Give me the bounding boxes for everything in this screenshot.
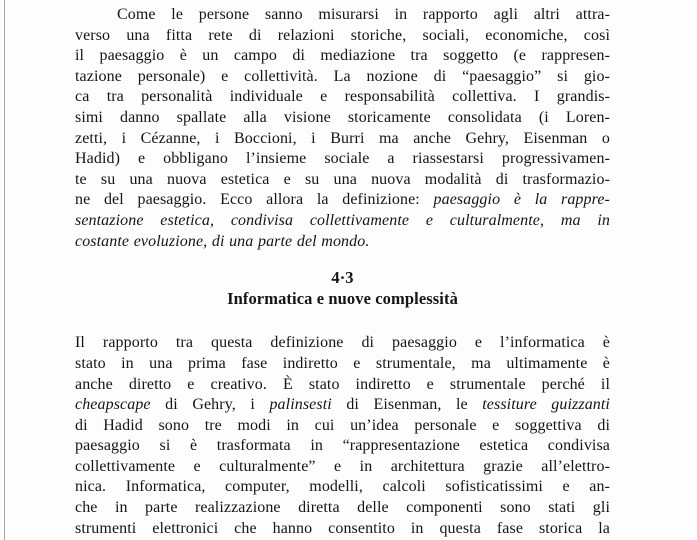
text-run: il paesaggio è un campo di mediazione tra soggetto (e rappresen- (75, 47, 610, 65)
italic-text-run: tessiture guizzanti (482, 396, 610, 414)
text-run: nica. Informatica, computer, modelli, calcoli sofisticatissimi e an- (75, 478, 610, 496)
italic-text-run: cheapscape (75, 396, 151, 414)
text-run: zetti, i Cézanne, i Boccioni, i Burri ma anche Gehry, Eisenman o (75, 129, 610, 147)
text-run: strumenti elettronici che hanno consentito in questa fase storica la (75, 519, 610, 537)
text-run: che in parte realizzazione diretta delle componenti sono stati gli (75, 499, 610, 517)
text-line (75, 498, 610, 519)
text-line (75, 457, 610, 478)
text-column (75, 5, 610, 539)
text-run: tazione personale) e collettività. La nozione di “paesaggio” si gio- (75, 67, 610, 85)
paragraph-1 (75, 5, 610, 252)
text-run: di Hadid sono tre modi in cui un’idea personale e soggettiva di (75, 416, 610, 434)
text-line (75, 477, 610, 498)
text-line (75, 354, 610, 375)
paragraph-2 (75, 333, 610, 539)
text-run: Come le persone sanno misurarsi in rapporto agli altri attra- (117, 6, 610, 23)
text-run: te su una nuova estetica e su una nuova modalità di trasformazio- (75, 170, 610, 188)
text-line (75, 26, 610, 47)
text-run: di Gehry, i (150, 396, 270, 414)
text-run: ne del paesaggio. Ecco allora la definizione: (75, 191, 434, 209)
text-line (75, 375, 610, 396)
text-line (75, 170, 610, 191)
text-run: simi danno spallate alla visione storicamente consolidata (i Loren- (75, 108, 610, 126)
text-line (75, 519, 610, 540)
text-line (75, 149, 610, 170)
section-title: Informatica e nuove complessità (227, 288, 458, 308)
text-run: anche diretto e creativo. È stato indiretto e strumentale perché il (75, 375, 610, 393)
text-run: ca tra personalità individuale e responsabilità collettiva. I grandis- (75, 88, 610, 106)
text-line (75, 87, 610, 108)
text-run: di Eisenman, le (331, 396, 483, 414)
text-run: stato in una prima fase indiretto e strumentale, ma ultimamente è (75, 354, 610, 372)
text-line (75, 211, 610, 232)
text-line (75, 232, 610, 253)
italic-text-run: palinsesti (269, 396, 332, 414)
italic-text-run: sentazione estetica, condivisa collettivamente e culturalmente, ma in (75, 211, 610, 229)
text-line (75, 395, 610, 416)
section-number: 4·3 (331, 268, 354, 288)
text-line (75, 129, 610, 150)
text-line (75, 108, 610, 129)
text-run: collettivamente e culturalmente” e in architettura grazie all’elettro- (75, 457, 610, 475)
section-heading (75, 268, 610, 309)
text-line (75, 436, 610, 457)
text-line (75, 333, 610, 354)
text-run: paesaggio si è trasformata in “rappresentazione estetica condivisa (75, 437, 610, 455)
text-line (75, 190, 610, 211)
italic-text-run: paesaggio è la rappre- (433, 191, 610, 209)
page-edge-line (4, 0, 5, 540)
text-run: Hadid) e obbligano l’insieme sociale a riassestarsi progressivamen- (75, 150, 610, 168)
text-run: verso una fitta rete di relazioni storiche, sociali, economiche, così (75, 26, 610, 44)
text-line (75, 5, 610, 26)
text-line (75, 416, 610, 437)
text-line (75, 67, 610, 88)
text-run: Il rapporto tra questa definizione di paesaggio e l’informatica è (75, 334, 610, 352)
italic-text-run: costante evoluzione, di una parte del mondo. (75, 232, 370, 250)
text-line (75, 46, 610, 67)
